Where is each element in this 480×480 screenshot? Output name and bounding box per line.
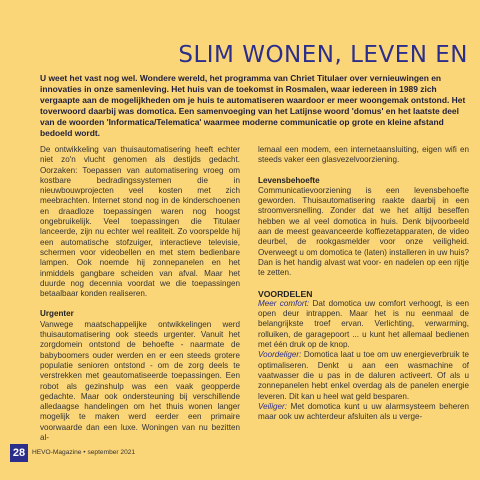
paragraph-text: Met domotica kunt u uw alarmsysteem beheren maar ook uw achterdeur afsluiten als u verge- [258, 401, 469, 422]
page-number: 28 [10, 444, 28, 462]
lead-meer-comfort: Meer comfort: [258, 298, 310, 308]
section-heading-voordelen: VOORDELEN [258, 288, 313, 299]
spacer [40, 299, 240, 309]
section-heading-levensbehoefte: Levensbehoefte [258, 175, 320, 185]
body-paragraph: lemaal een modem, een internetaansluiting, eigen wifi en steeds vaker een glasvezelvoorziening. [258, 145, 469, 165]
intro-paragraph: U weet het vast nog wel. Wondere wereld, het programma van Chriet Titulaer over vernieuwingen en innovaties in onze samenleving. Het huis van de toekomst in Rosmalen, waar iedereen in 1989 zich vergaapte aan de mogelijkheden om je huis te automatiseren waardoor er meer woongemak ontstond. Het toverwoord daarbij was domotica. Een samenvoeging van het Latijnse woord 'domus' en het laatste deel van de woorden 'Informatica/Telematica' waarmee moderne communicatie op grote en kleine afstand bedoeld wordt. [40, 73, 466, 138]
paragraph-text: Domotica laat u toe om uw energieverbruik te optimaliseren. Denkt u aan een wasmachine of vaatwasser die u pas in de daluren activeert. Of als u zonnepanelen hebt enkel overdag als de panelen energie leveren. Dit kan u heel wat geld besparen. [258, 350, 469, 401]
lead-voordeliger: Voordeliger: [258, 350, 302, 360]
article-title: SLIM WONEN, LEVEN EN [178, 42, 468, 68]
body-paragraph: Vanwege maatschappelijke ontwikkelingen werd thuisautomatisering ook steeds urgenter. Vanuit het zorgdomein ontstond de behoefte - naarmate de babyboomers ouder werden en er een steeds grotere populatie senioren ontstond - om de zorg deels te verstrekken met geautomatiseerde toepassingen. Een robot als gezinshulp was een vaak geopperde gedachte. Maar ook ondersteuning bij verschillende alledaagse handelingen om het thuis wonen langer mogelijk te maken werd eerder een primaire voorwaarde dan een luxe. Woningen van nu bezitten al- [40, 319, 240, 443]
section-heading-urgenter: Urgenter [40, 309, 74, 319]
spacer [258, 166, 469, 176]
body-paragraph: De ontwikkeling van thuisautomatisering heeft echter niet zo'n vlucht genomen als destijds gedacht. Oorzaken: Toepassen van automatisering vroeg om kostbare bedradingssystemen die in nieuwbouwprojecten veel kosten met zich meebrachten. Internet stond nog in de kinderschoenen en draadloze toepassingen waren nog hoogst ongebruikelijk. Veel toepassingen die Titulaer lanceerde, zijn nu echter wel realiteit. Zo voorspelde hij een automatische stofzuiger, interactieve televisie, schermen voor videobellen en met stem bedienbare lampen. Ook noemde hij zonnepanelen en het inmiddels gangbare scheiden van afval. Maar het duurde nog decennia voordat we die toepassingen betaalbaar konden realiseren. [40, 145, 240, 299]
body-paragraph [258, 402, 469, 423]
left-column [40, 145, 240, 443]
body-paragraph [258, 350, 469, 401]
right-column [258, 145, 469, 422]
paragraph-text: Dat domotica uw comfort verhoogt, is een open deur intrappen. Maar het is nu eenmaal de belangrijkste troef ervan. Verlichting, verwarming, rolluiken, de garagepoort ... u kunt het allemaal bedienen met één druk op de knop. [258, 298, 469, 350]
body-paragraph: Communicatievoorziening is een levensbehoefte geworden. Thuisautomatisering raakte daarbij in een stroomversnelling. Zonder dat we het altijd beseffen hebben we al veel domotica in huis. Denk bijvoorbeeld aan de meest geavanceerde koffiezetapparaten, de video deurbel, de rookgasmelder voor onze veiligheid. Overweegt u om domotica te (laten) installeren in uw huis? Dan is het handig alvast wat voor- en nadelen op een rijtje te zetten. [258, 185, 469, 278]
spacer [258, 279, 469, 289]
body-paragraph [258, 299, 469, 350]
footer-text: HEVO-Magazine • september 2021 [32, 449, 136, 456]
lead-veiliger: Veiliger: [258, 401, 287, 411]
